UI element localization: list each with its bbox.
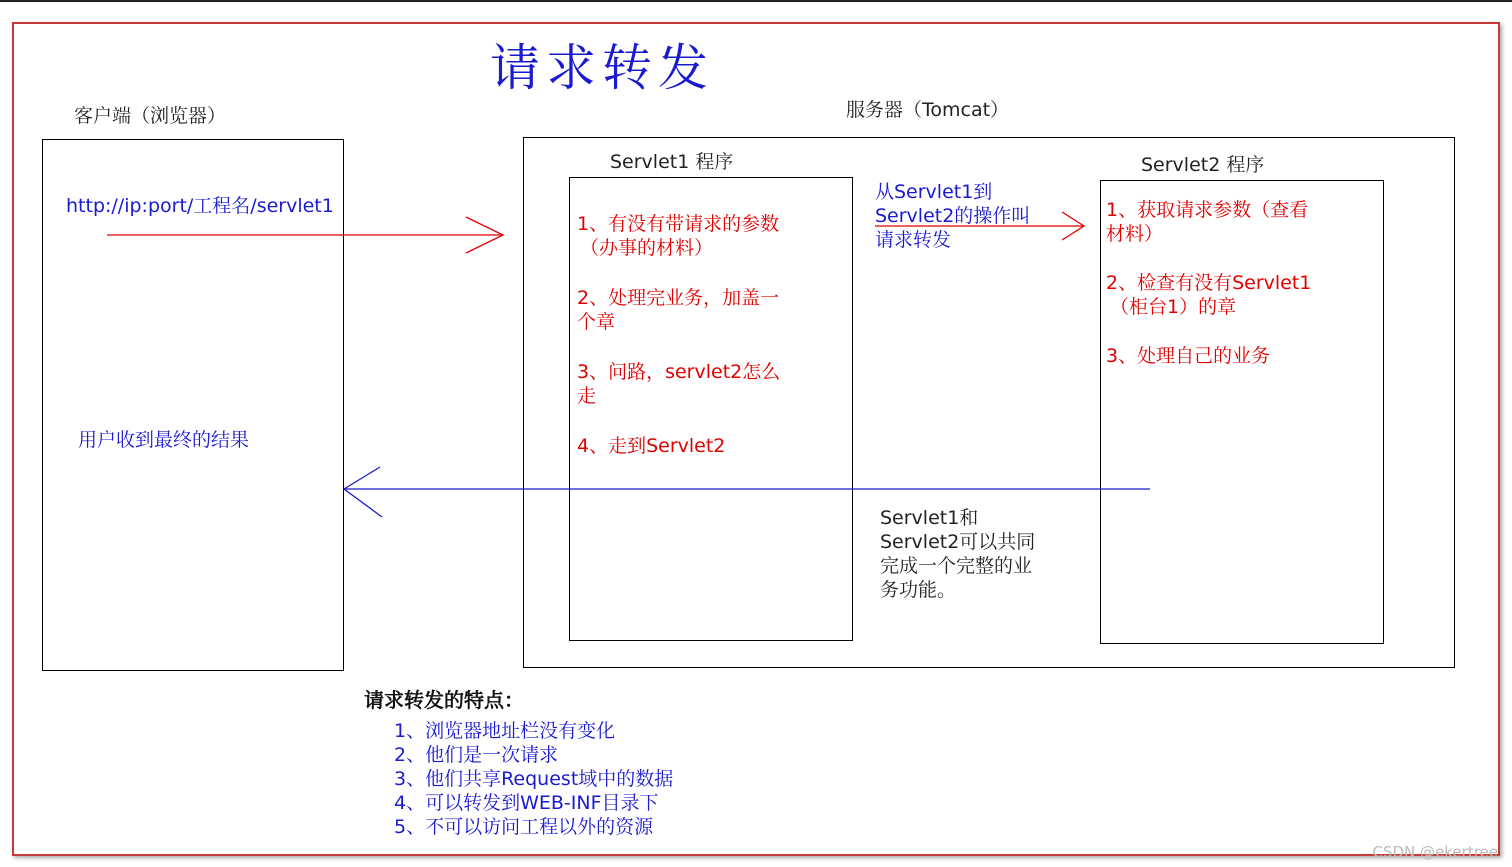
- servlet1-step: 个章: [577, 311, 616, 333]
- server-label: 服务器（Tomcat）: [846, 99, 1010, 121]
- request-arrow: [107, 217, 503, 253]
- servlet2-label: Servlet2 程序: [1141, 154, 1265, 176]
- forward-arrow: [875, 212, 1084, 240]
- servlet2-step: 2、检查有没有Servlet1: [1106, 272, 1312, 294]
- features-list: [394, 719, 673, 839]
- servlet1-step: 走: [577, 385, 597, 407]
- cooperate-note-line: 务功能。: [880, 579, 957, 601]
- forward-note-line: Servlet2的操作叫: [875, 205, 1031, 227]
- servlet2-step: 3、处理自己的业务: [1106, 345, 1271, 367]
- servlet1-step: 3、问路，servlet2怎么: [577, 361, 781, 383]
- feature-item: 1、浏览器地址栏没有变化: [394, 720, 616, 742]
- servlet2-step: 1、获取请求参数（查看: [1106, 199, 1309, 221]
- servlet1-step: 4、走到Servlet2: [577, 435, 726, 457]
- servlet1-step: （办事的材料）: [580, 237, 714, 259]
- forward-note-line: 从Servlet1到: [875, 181, 993, 203]
- feature-item: 3、他们共享Request域中的数据: [394, 768, 674, 790]
- cooperate-note-line: Servlet1和: [880, 507, 979, 529]
- feature-item: 5、不可以访问工程以外的资源: [394, 816, 654, 838]
- servlet1-step: 1、有没有带请求的参数: [577, 213, 780, 235]
- servlet1-label: Servlet1 程序: [610, 151, 734, 173]
- servlet2-step: 材料）: [1106, 223, 1164, 245]
- feature-item: 2、他们是一次请求: [394, 744, 559, 766]
- diagram-title: 请求转发: [490, 39, 714, 97]
- response-arrow: [344, 467, 1150, 517]
- servlet2-step: （柜台1）的章: [1110, 296, 1237, 318]
- cooperate-note-line: 完成一个完整的业: [880, 555, 1033, 577]
- cooperate-note-line: Servlet2可以共同: [880, 531, 1036, 553]
- client-label: 客户端（浏览器）: [74, 105, 227, 127]
- features-heading: 请求转发的特点：: [364, 688, 524, 712]
- client-url: http://ip:port/工程名/servlet1: [66, 195, 334, 217]
- forward-note-line: 请求转发: [875, 229, 952, 251]
- watermark: CSDN @ekertree: [1372, 843, 1498, 861]
- servlet1-step: 2、处理完业务，加盖一: [577, 287, 780, 309]
- client-result: 用户收到最终的结果: [78, 429, 250, 451]
- feature-item: 4、可以转发到WEB-INF目录下: [394, 792, 659, 814]
